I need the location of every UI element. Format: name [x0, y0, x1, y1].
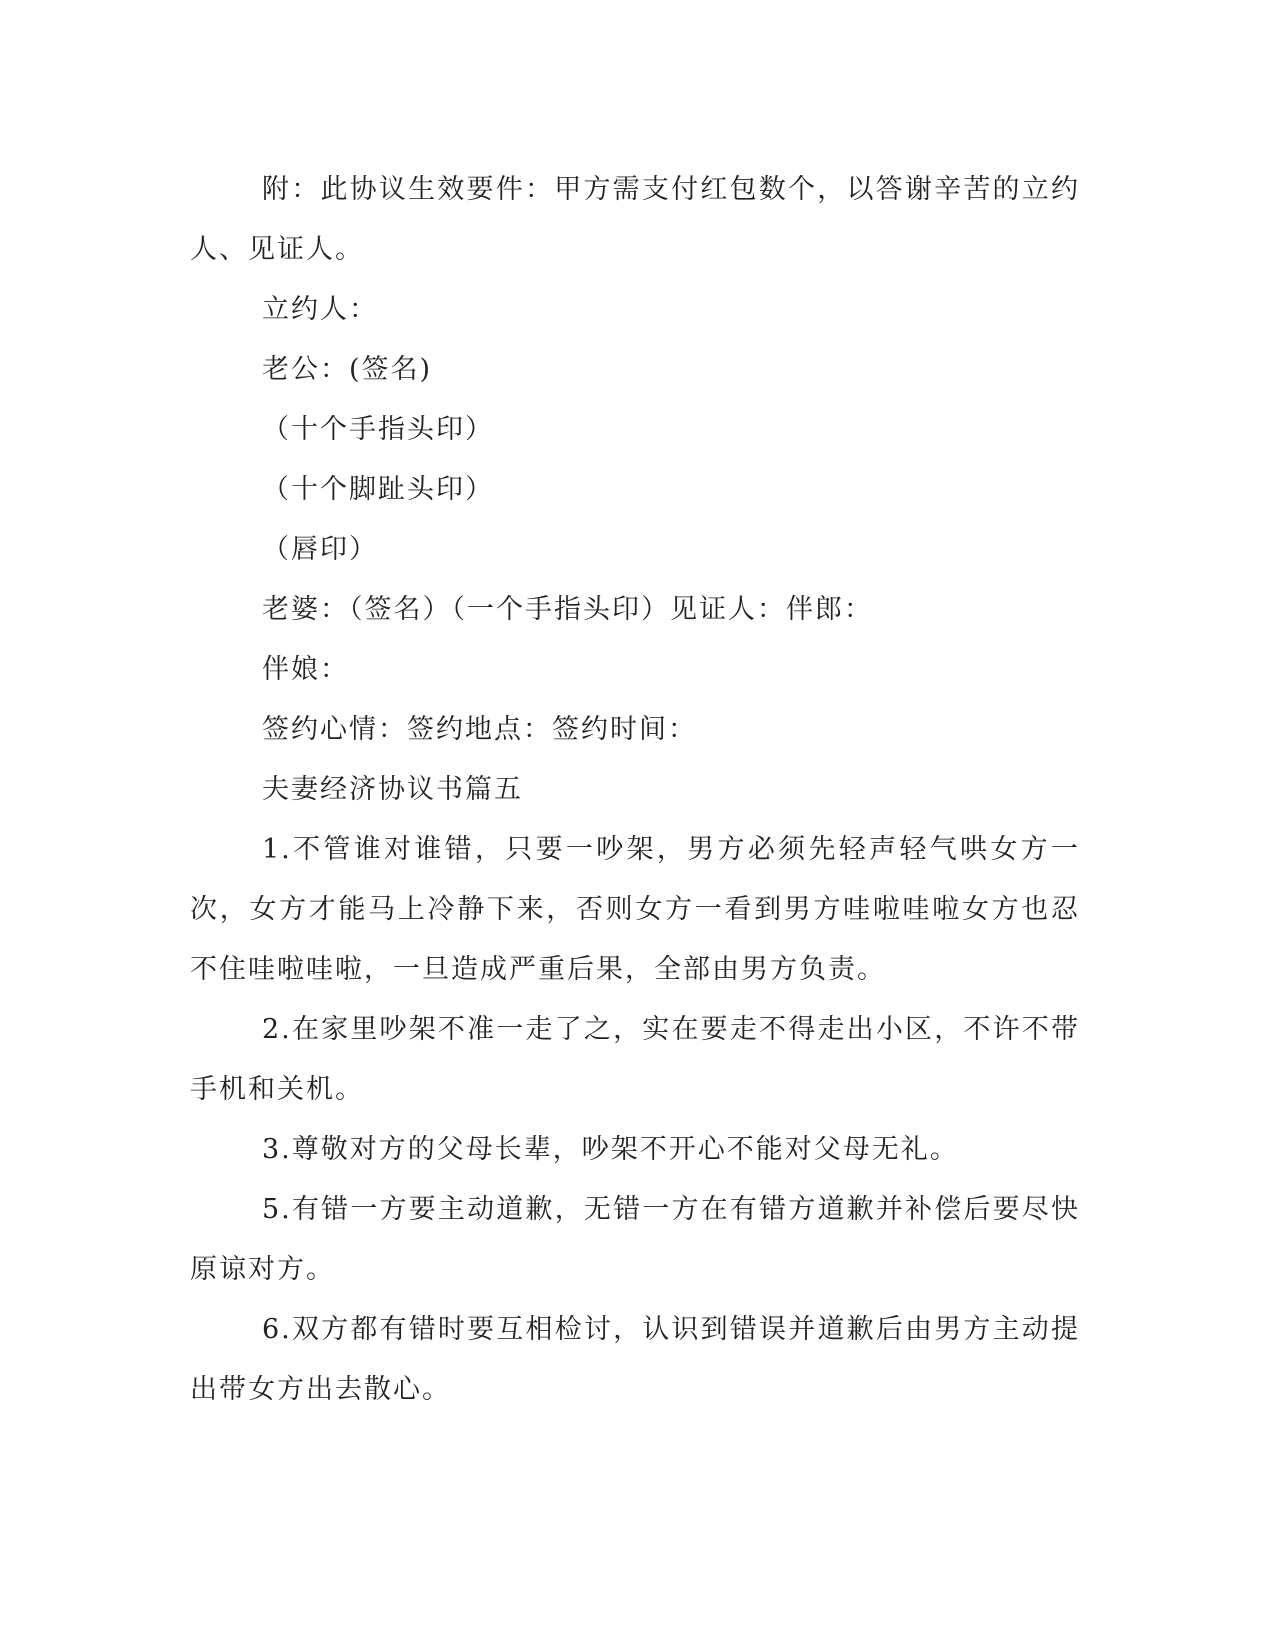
- paragraph-signatories-label: 立约人：: [262, 294, 378, 325]
- paragraph-lip-print: （唇印）: [262, 534, 378, 565]
- section-heading: 夫妻经济协议书篇五: [262, 774, 523, 805]
- clause-1: 1.不管谁对谁错，只要一吵架，男方必须先轻声轻气哄女方一次，女方才能马上冷静下来，否则女方一看到男方哇啦哇啦女方也忍不住哇啦哇啦，一旦造成严重后果，全部由男方负责。: [190, 834, 1080, 985]
- paragraph-signing-info: 签约心情：签约地点：签约时间：: [262, 714, 697, 745]
- document-body: [190, 160, 1080, 1420]
- paragraph-wife-signature: 老婆：（签名）（一个手指头印）见证人：伴郎：: [262, 594, 873, 625]
- paragraph-appendix: 附：此协议生效要件：甲方需支付红包数个，以答谢辛苦的立约人、见证人。: [190, 174, 1080, 265]
- paragraph-husband-signature: 老公：(签名): [262, 354, 433, 385]
- clause-2: 2.在家里吵架不准一走了之，实在要走不得走出小区，不许不带手机和关机。: [190, 1014, 1080, 1105]
- clause-3: 3.尊敬对方的父母长辈，吵架不开心不能对父母无礼。: [262, 1134, 959, 1165]
- clause-5: 5.有错一方要主动道歉，无错一方在有错方道歉并补偿后要尽快原谅对方。: [190, 1194, 1080, 1285]
- paragraph-bridesmaid: 伴娘：: [262, 654, 349, 685]
- paragraph-finger-prints: （十个手指头印）: [262, 414, 494, 445]
- clause-6: 6.双方都有错时要互相检讨，认识到错误并道歉后由男方主动提出带女方出去散心。: [190, 1314, 1080, 1405]
- paragraph-toe-prints: （十个脚趾头印）: [262, 474, 494, 505]
